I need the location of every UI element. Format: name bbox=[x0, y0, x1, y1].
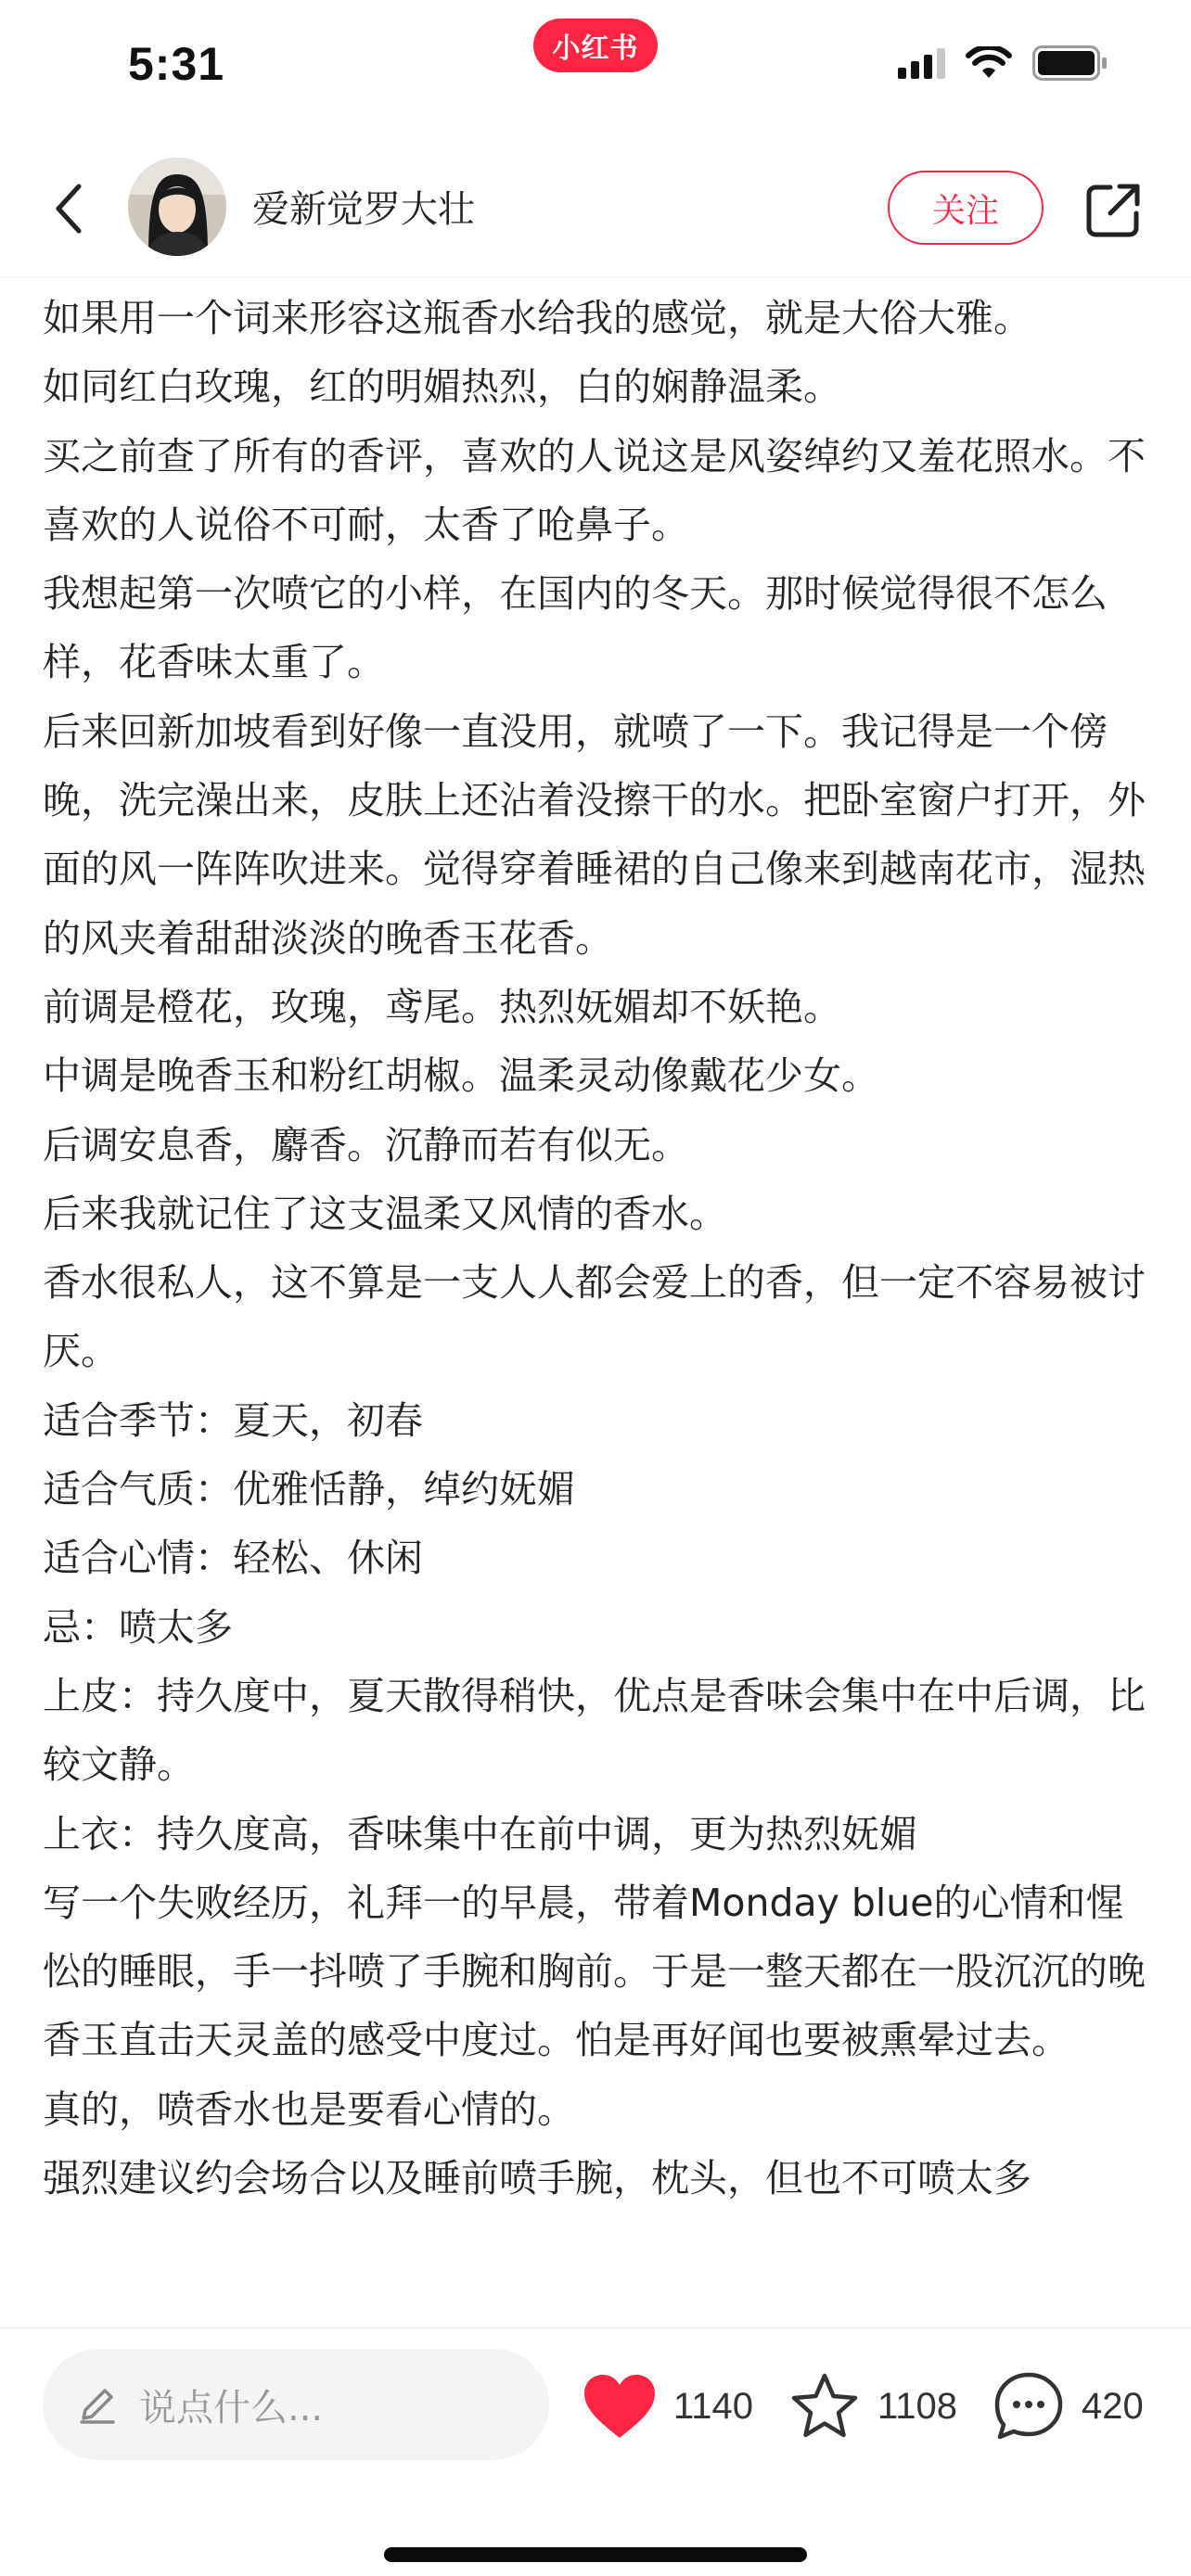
like-button[interactable] bbox=[583, 2369, 753, 2443]
wifi-icon bbox=[966, 46, 1012, 80]
note-paragraph: 强烈建议约会场合以及睡前喷手腕，枕头，但也不可喷太多 bbox=[43, 2156, 1031, 2201]
note-paragraph: 写一个失败经历，礼拜一的早晨，带着Monday blue的心情和惺忪的睡眼，手一抖喷了手腕和胸前。于是一整天都在一股沉沉的晚香玉直击天灵盖的感受中度过。怕是再好闻也要被熏晕过去。 bbox=[43, 1880, 1146, 2063]
note-text bbox=[43, 284, 1160, 2213]
note-paragraph: 后来回新加坡看到好像一直没用，就喷了一下。我记得是一个傍晚，洗完澡出来，皮肤上还沾着没擦干的水。把卧室窗户打开，外面的风一阵阵吹进来。觉得穿着睡裙的自己像来到越南花市，湿热的风夹着甜甜淡淡的晚香玉花香。 bbox=[43, 708, 1146, 961]
note-paragraph: 忌：喷太多 bbox=[43, 1604, 233, 1650]
star-icon bbox=[788, 2371, 861, 2442]
note-paragraph: 香水很私人，这不算是一支人人都会爱上的香，但一定不容易被讨厌。 bbox=[43, 1260, 1146, 1374]
note-paragraph: 上皮：持久度中，夏天散得稍快，优点是香味会集中在中后调，比较文静。 bbox=[43, 1673, 1146, 1788]
battery-icon bbox=[1032, 45, 1108, 81]
home-indicator[interactable] bbox=[384, 2547, 807, 2562]
like-count: 1140 bbox=[673, 2385, 754, 2427]
comment-button[interactable] bbox=[992, 2369, 1144, 2443]
collect-count: 1108 bbox=[877, 2385, 958, 2427]
note-paragraph: 适合心情：轻松、休闲 bbox=[43, 1536, 423, 1581]
note-paragraph: 如果用一个词来形容这瓶香水给我的感觉，就是大俗大雅。 bbox=[43, 296, 1031, 340]
comment-input[interactable] bbox=[43, 2349, 549, 2460]
note-paragraph: 中调是晚香玉和粉红胡椒。温柔灵动像戴花少女。 bbox=[43, 1053, 879, 1099]
author-avatar[interactable] bbox=[128, 158, 226, 256]
comment-placeholder: 说点什么... bbox=[139, 2386, 324, 2429]
heart-icon bbox=[583, 2373, 657, 2440]
note-paragraph: 前调是橙花，玫瑰，鸢尾。热烈妩媚却不妖艳。 bbox=[43, 984, 841, 1029]
status-bar bbox=[0, 0, 1191, 139]
share-icon bbox=[1084, 182, 1142, 239]
note-paragraph: 适合气质：优雅恬静，绰约妩媚 bbox=[43, 1467, 575, 1512]
note-paragraph: 买之前查了所有的香评，喜欢的人说这是风姿绰约又羞花照水。不喜欢的人说俗不可耐，太香了呛鼻子。 bbox=[43, 433, 1146, 547]
note-paragraph: 如同红白玫瑰，红的明媚热烈，白的娴静温柔。 bbox=[43, 364, 841, 410]
note-paragraph: 上衣：持久度高，香味集中在前中调，更为热烈妩媚 bbox=[43, 1811, 917, 1856]
note-paragraph: 后来我就记住了这支温柔又风情的香水。 bbox=[43, 1191, 727, 1236]
note-paragraph: 后调安息香，麝香。沉静而若有似无。 bbox=[43, 1122, 689, 1167]
note-paragraph: 真的，喷香水也是要看心情的。 bbox=[43, 2086, 575, 2132]
comment-icon bbox=[992, 2370, 1065, 2442]
collect-button[interactable] bbox=[788, 2369, 957, 2443]
note-paragraph: 适合季节：夏天，初春 bbox=[43, 1397, 423, 1443]
author-name[interactable]: 爱新觉罗大壮 bbox=[252, 188, 475, 231]
comment-count: 420 bbox=[1082, 2385, 1144, 2427]
app-badge: 小红书 bbox=[533, 19, 658, 72]
avatar-image bbox=[128, 158, 226, 256]
back-button[interactable] bbox=[37, 176, 102, 241]
note-paragraph: 我想起第一次喷它的小样，在国内的冬天。那时候觉得很不怎么样，花香味太重了。 bbox=[43, 571, 1108, 685]
note-content[interactable] bbox=[0, 278, 1191, 2327]
follow-button[interactable]: 关注 bbox=[888, 171, 1044, 245]
signal-icon bbox=[898, 47, 945, 79]
share-button[interactable] bbox=[1081, 178, 1146, 243]
pen-icon bbox=[76, 2383, 119, 2426]
note-header bbox=[0, 139, 1191, 278]
status-time: 5:31 bbox=[128, 38, 225, 90]
back-arrow-icon bbox=[51, 181, 88, 236]
bottom-action-bar bbox=[0, 2327, 1191, 2576]
status-icons bbox=[898, 45, 1108, 82]
